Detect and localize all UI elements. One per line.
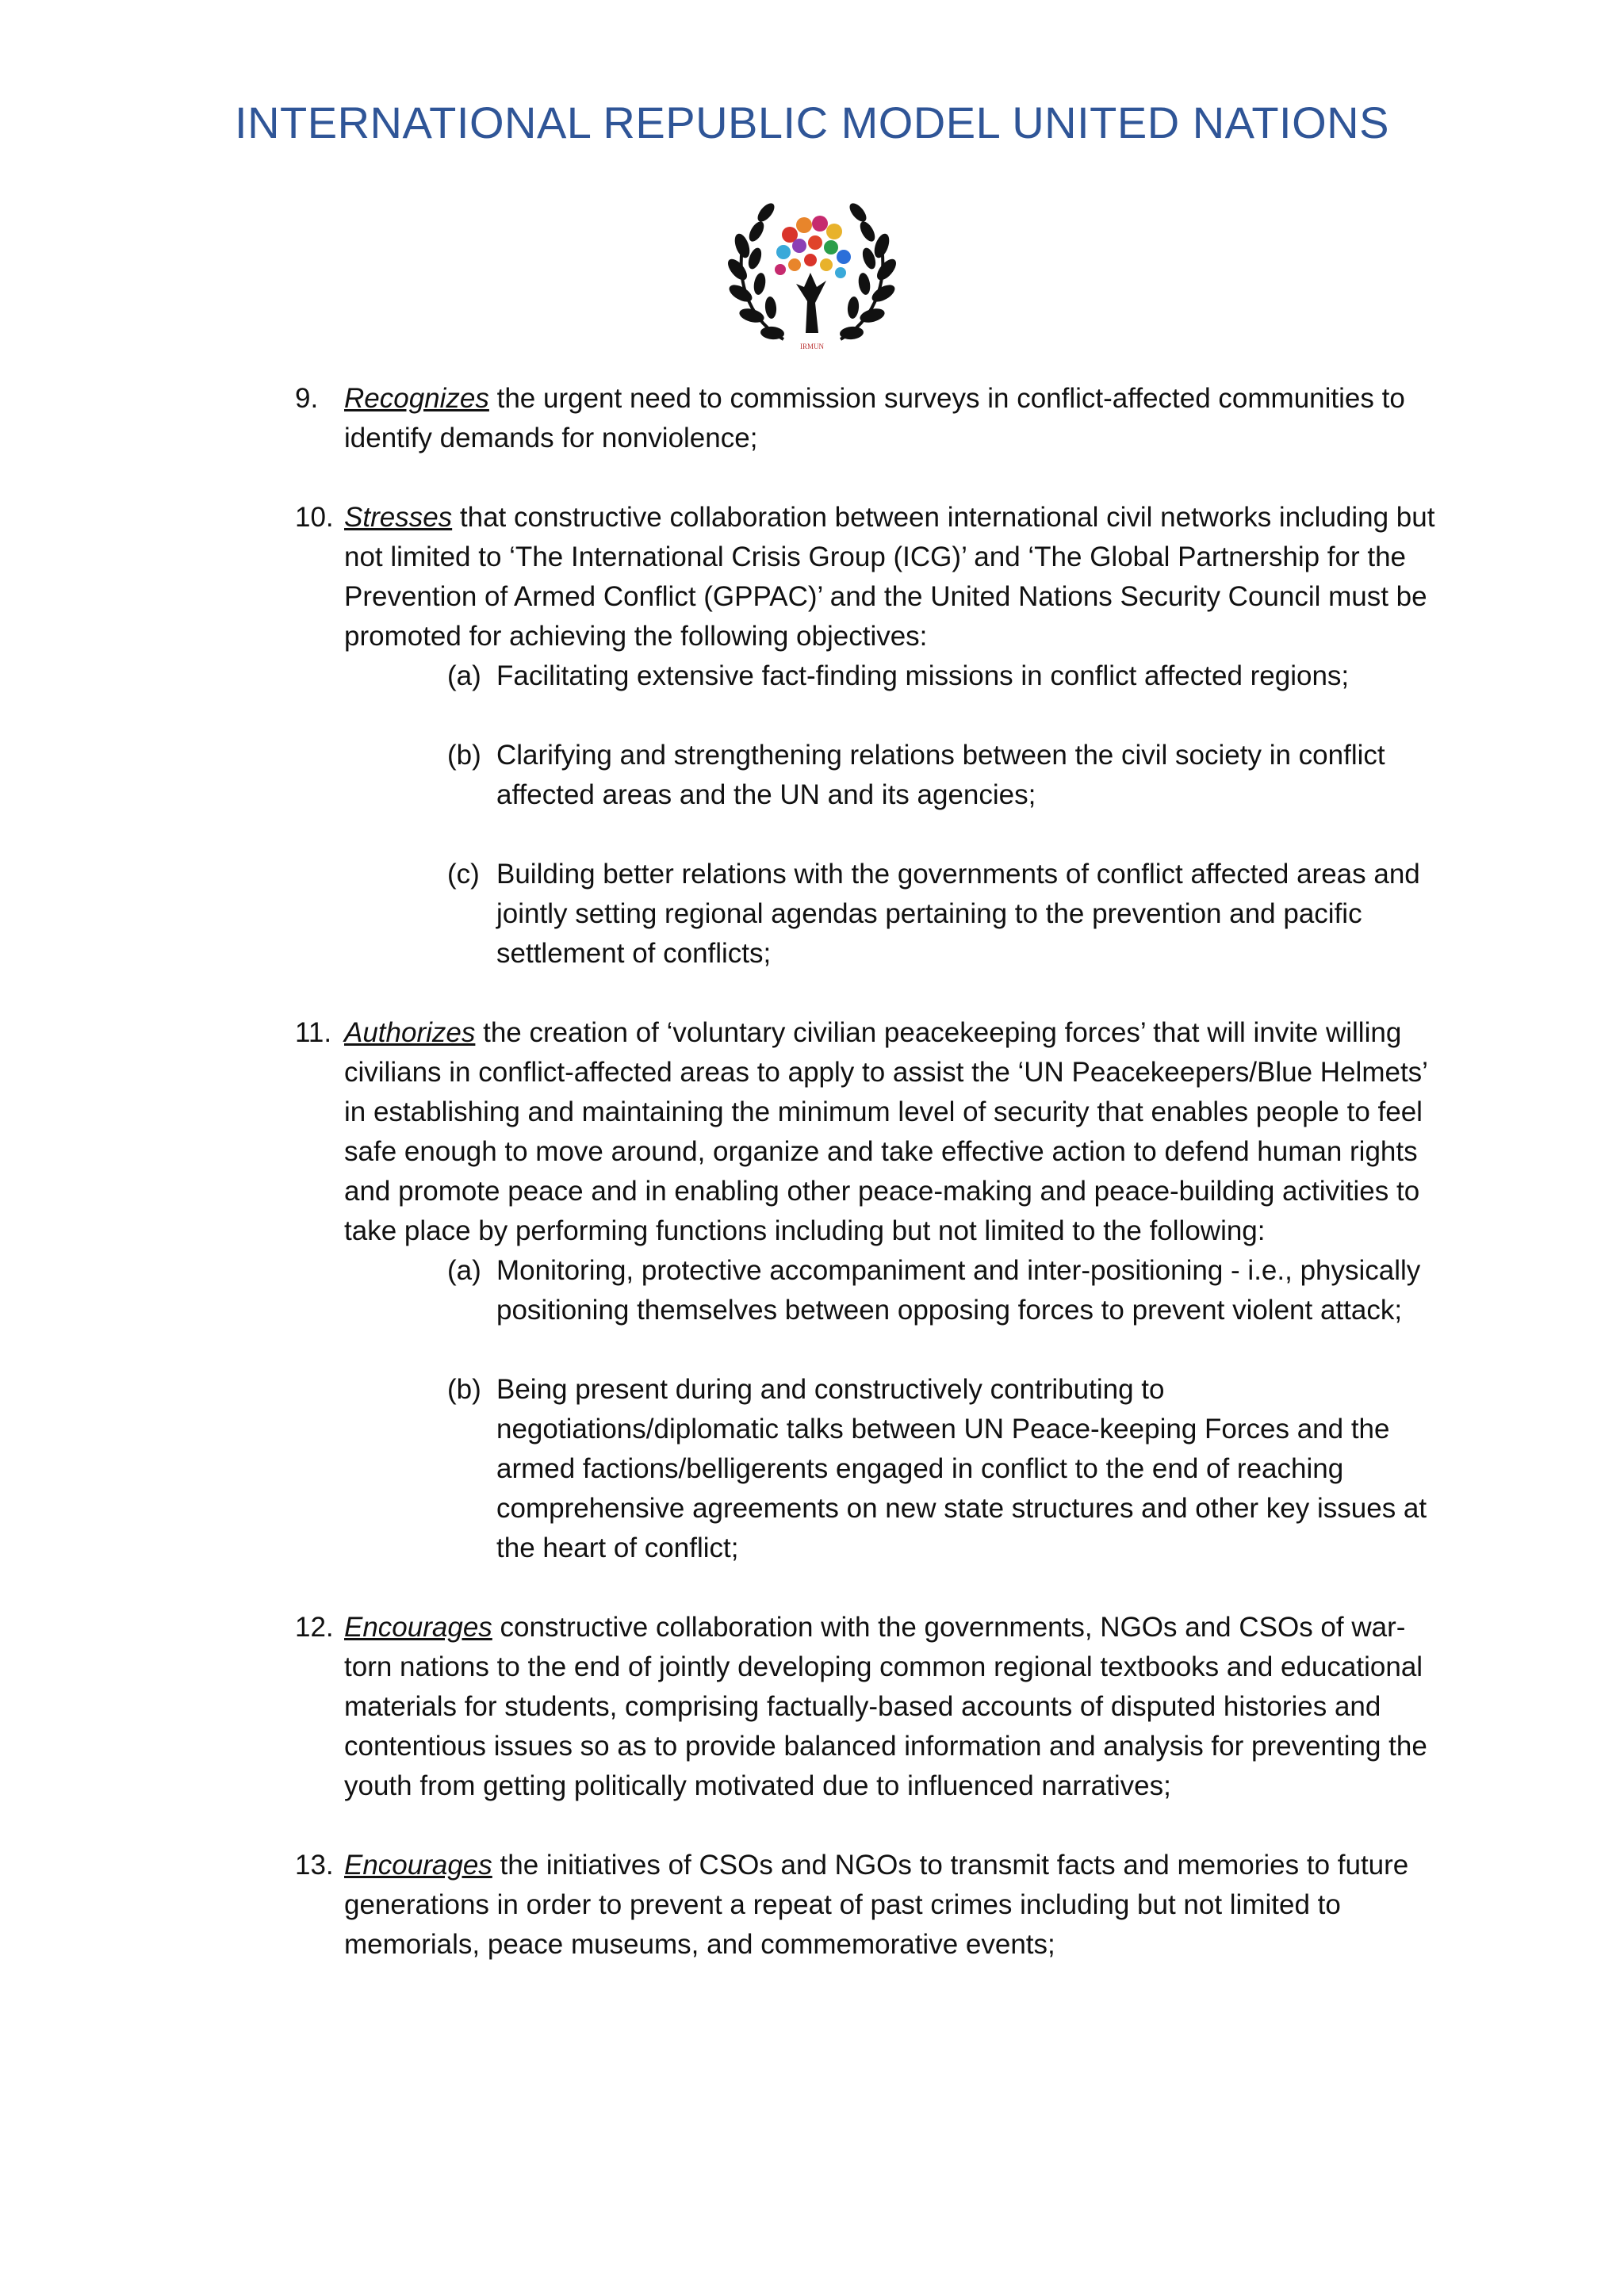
clause-number: 11. bbox=[295, 1017, 332, 1048]
sub-clause bbox=[295, 736, 1437, 815]
operative-phrase: Encourages bbox=[344, 1850, 492, 1881]
clause-number: 9. bbox=[295, 383, 319, 414]
sub-clause-list bbox=[295, 656, 1437, 974]
clause-text: that constructive collaboration between international civil networks including but not limited to ‘The International Crisis Group (ICG)’ and ‘The Global Partnership for the Prevention of Armed Conflict (GPPAC)’ and the United Nations Security Council must be promoted for achieving the following objectives: bbox=[344, 502, 1435, 652]
clause bbox=[295, 379, 1437, 458]
sub-clause-list bbox=[295, 1251, 1437, 1568]
sub-clause-letter: (a) bbox=[447, 1255, 481, 1286]
sub-clause-letter: (b) bbox=[447, 740, 481, 771]
operative-phrase: Recognizes bbox=[344, 383, 489, 414]
clause-number: 12. bbox=[295, 1612, 334, 1643]
sub-clause bbox=[295, 1251, 1437, 1330]
sub-clause-letter: (a) bbox=[447, 660, 481, 691]
sub-clause-letter: (b) bbox=[447, 1374, 481, 1405]
sub-clause-text: Clarifying and strengthening relations between the civil society in conflict affected areas and the UN and its agencies; bbox=[496, 740, 1385, 810]
clause bbox=[295, 1846, 1437, 1965]
clause bbox=[295, 1608, 1437, 1806]
sub-clause-text: Being present during and constructively contributing to negotiations/diplomatic talks between UN Peace-keeping Forces and the armed factions/belligerents engaged in conflict to the end of reaching comprehensive agreements on new state structures and other key issues at the heart of conflict; bbox=[496, 1374, 1427, 1563]
operative-phrase: Encourages bbox=[344, 1612, 492, 1643]
clause bbox=[295, 1013, 1437, 1251]
sub-clause bbox=[295, 656, 1437, 696]
sub-clause-text: Monitoring, protective accompaniment and inter-positioning - i.e., physically positioning themselves between opposing forces to prevent violent attack; bbox=[496, 1255, 1421, 1326]
sub-clause-text: Facilitating extensive fact-finding missions in conflict affected regions; bbox=[496, 660, 1350, 691]
clause-number: 13. bbox=[295, 1850, 334, 1881]
sub-clause bbox=[295, 1370, 1437, 1568]
logo-caption: IRMUN bbox=[799, 342, 825, 350]
clause-text: the creation of ‘voluntary civilian peacekeeping forces’ that will invite willing civilians in conflict-affected areas to apply to assist the ‘UN Peacekeepers/Blue Helmets’ in establishing and maintaining the minimum level of security that enables people to feel safe enough to move around, organize and take effective action to defend human rights and promote peace and in enabling other peace-making and peace-building activities to take place by performing functions including but not limited to the following: bbox=[344, 1017, 1427, 1246]
clause-text: the initiatives of CSOs and NGOs to transmit facts and memories to future generations in order to prevent a repeat of past crimes including but not limited to memorials, peace museums, and commemorative events; bbox=[344, 1850, 1409, 1960]
sub-clause bbox=[295, 855, 1437, 974]
wreath-tree-hands-logo-icon bbox=[728, 190, 896, 354]
sub-clause-text: Building better relations with the governments of conflict affected areas and jointly setting regional agendas pertaining to the prevention and pacific settlement of conflicts; bbox=[496, 859, 1420, 969]
clause-number: 10. bbox=[295, 502, 334, 533]
clause-text: constructive collaboration with the governments, NGOs and CSOs of war-torn nations to the end of jointly developing common regional textbooks and educational materials for students, comprising factually-based accounts of disputed histories and contentious issues so as to provide balanced information and analysis for preventing the youth from getting politically motivated due to influenced narratives; bbox=[344, 1612, 1427, 1801]
clause-text: the urgent need to commission surveys in conflict-affected communities to identify demands for nonviolence; bbox=[344, 383, 1405, 453]
operative-phrase: Stresses bbox=[344, 502, 453, 533]
sub-clause-letter: (c) bbox=[447, 859, 480, 890]
operative-phrase: Authorizes bbox=[344, 1017, 476, 1048]
clause bbox=[295, 498, 1437, 656]
resolution-body bbox=[295, 379, 1437, 2004]
page-title: INTERNATIONAL REPUBLIC MODEL UNITED NATIONS bbox=[235, 98, 1389, 147]
